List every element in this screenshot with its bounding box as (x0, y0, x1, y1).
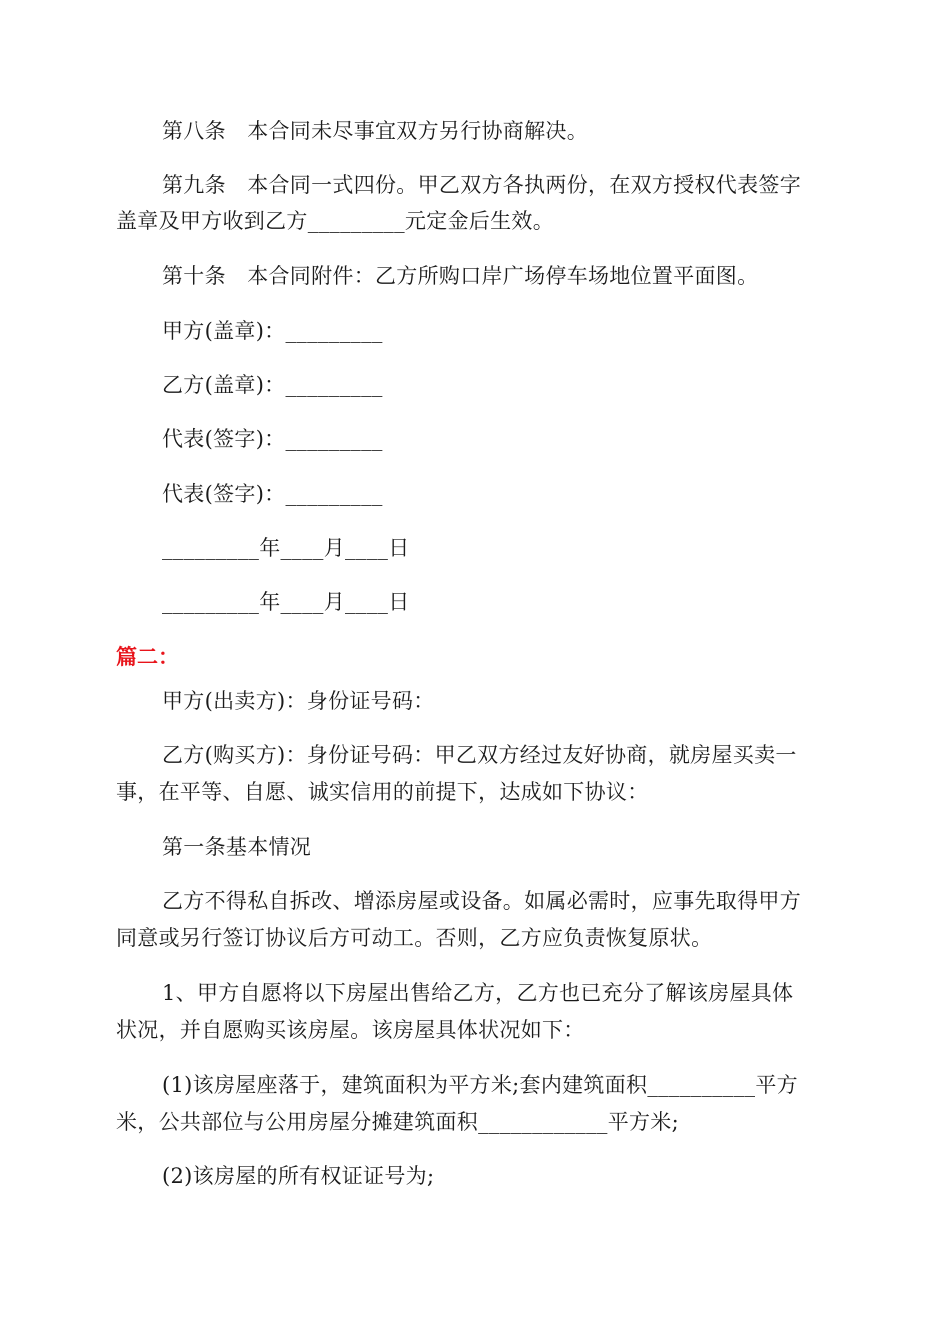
article-9-line-2: 盖章及甲方收到乙方_________元定金后生效。 (116, 209, 554, 233)
representative-signature-1: 代表(签字)：_________ (162, 427, 383, 451)
signature-party-b: 乙方(盖章)：_________ (162, 373, 383, 397)
signature-party-a: 甲方(盖章)：_________ (162, 319, 383, 343)
item-1-line-1: 1、甲方自愿将以下房屋出售给乙方，乙方也已充分了解该房屋具体 (162, 981, 794, 1005)
sub-item-1-line-2: 米，公共部位与公用房屋分摊建筑面积____________平方米; (116, 1110, 679, 1134)
sub-item-2: (2)该房屋的所有权证证号为; (162, 1164, 435, 1188)
modification-clause-line-1: 乙方不得私自拆改、增添房屋或设备。如属必需时，应事先取得甲方 (162, 889, 801, 913)
section-heading: 篇二： (116, 645, 179, 669)
article-10: 第十条 本合同附件：乙方所购口岸广场停车场地位置平面图。 (162, 264, 759, 288)
item-1-line-2: 状况，并自愿购买该房屋。该房屋具体状况如下： (116, 1018, 585, 1042)
modification-clause-line-2: 同意或另行签订协议后方可动工。否则，乙方应负责恢复原状。 (116, 926, 713, 950)
date-line-2: _________年____月____日 (162, 590, 410, 614)
party-b-line-1: 乙方(购买方)：身份证号码：甲乙双方经过友好协商，就房屋买卖一 (162, 743, 797, 767)
date-line-1: _________年____月____日 (162, 536, 410, 560)
sub-item-1-line-1: (1)该房屋座落于，建筑面积为平方米;套内建筑面积__________平方 (162, 1073, 798, 1097)
representative-signature-2: 代表(签字)：_________ (162, 482, 383, 506)
article-9-line-1: 第九条 本合同一式四份。甲乙双方各执两份，在双方授权代表签字 (162, 173, 801, 197)
party-a-line: 甲方(出卖方)：身份证号码： (162, 689, 435, 713)
clause-1-title: 第一条基本情况 (162, 835, 312, 859)
party-b-line-2: 事，在平等、自愿、诚实信用的前提下，达成如下协议： (116, 780, 649, 804)
article-8: 第八条 本合同未尽事宜双方另行协商解决。 (162, 119, 588, 143)
